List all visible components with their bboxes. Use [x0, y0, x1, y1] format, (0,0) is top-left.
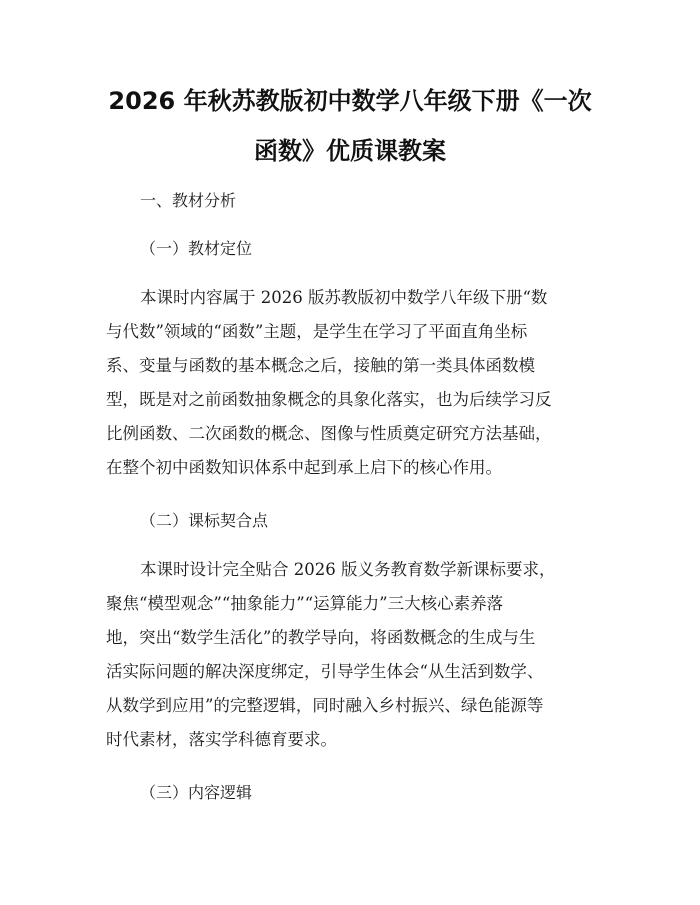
paragraph-line: 时代素材，落实学科德育要求。 [106, 730, 337, 749]
paragraph-line: 系、变量与函数的基本概念之后，接触的第一类具体函数模 [106, 356, 535, 375]
subsection-heading-curriculum-fit: （二）课标契合点 [140, 511, 269, 530]
document-title-line-1: 2026 年秋苏教版初中数学八年级下册《一次 [108, 87, 592, 115]
subsection-heading-content-logic: （三）内容逻辑 [140, 783, 253, 802]
paragraph-line: 聚焦“模型观念”“抽象能力”“运算能力”三大核心素养落 [106, 594, 504, 613]
paragraph-line: 在整个初中函数知识体系中起到承上启下的核心作用。 [106, 458, 502, 477]
paragraph-line: 活实际问题的解决深度绑定，引导学生体会“从生活到数学、 [106, 662, 544, 681]
paragraph-line: 与代数”领域的“函数”主题，是学生在学习了平面直角坐标 [106, 322, 528, 341]
paragraph-line: 比例函数、二次函数的概念、图像与性质奠定研究方法基础， [106, 424, 552, 443]
paragraph-line: 本课时设计完全贴合 2026 版义务教育数学新课标要求， [140, 560, 556, 579]
paragraph-line: 本课时内容属于 2026 版苏教版初中数学八年级下册“数 [140, 288, 548, 307]
paragraph-line: 地，突出“数学生活化”的教学导向，将函数概念的生成与生 [106, 628, 536, 647]
paragraph-line: 型，既是对之前函数抽象概念的具象化落实，也为后续学习反 [106, 390, 552, 409]
section-heading-materials-analysis: 一、教材分析 [140, 191, 237, 210]
paragraph-line: 从数学到应用”的完整逻辑，同时融入乡村振兴、绿色能源等 [106, 696, 544, 715]
document-title-line-2: 函数》优质课教案 [254, 137, 446, 165]
subsection-heading-positioning: （一）教材定位 [140, 239, 253, 258]
